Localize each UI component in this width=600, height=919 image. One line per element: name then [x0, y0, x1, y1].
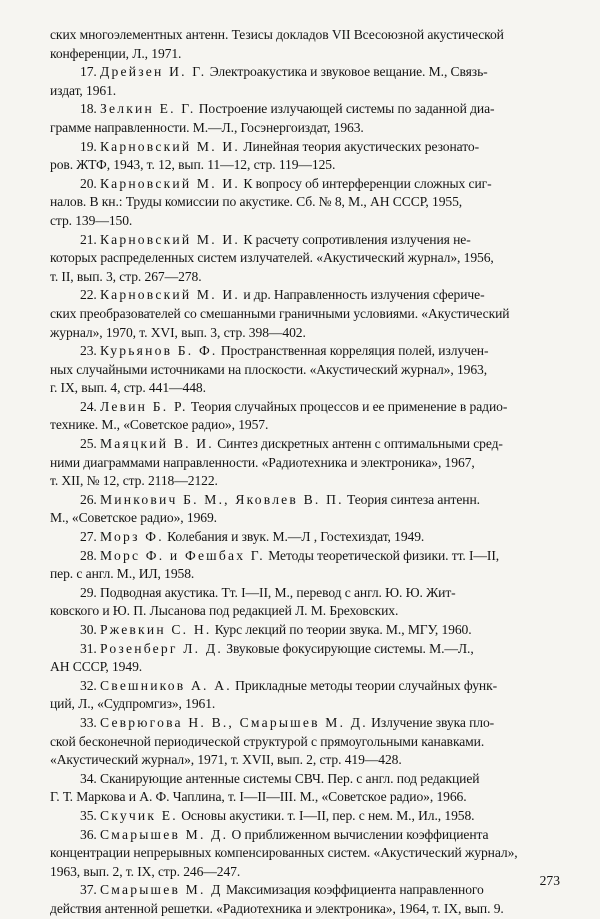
reference-text: 1963, вып. 2, т. IX, стр. 246—247.	[50, 863, 241, 879]
reference-author: Морз Ф.	[100, 529, 164, 545]
reference-line	[50, 212, 568, 231]
reference-text: т. XII, № 12, стр. 2118—2122.	[50, 473, 218, 489]
reference-text: г. IX, вып. 4, стр. 441—448.	[50, 380, 206, 396]
reference-text: ковского и Ю. П. Лысанова под редакцией Л. М. Бреховских.	[50, 603, 399, 619]
reference-text: К расчету сопротивления излучения не-	[240, 231, 471, 247]
reference-line	[50, 826, 568, 845]
reference-line	[50, 138, 568, 157]
reference-number: 19.	[80, 138, 97, 154]
reference-text: концентрации непрерывных компенсированных систем. «Акустический журнал»,	[50, 845, 518, 861]
reference-text: Основы акустики. т. I—II, пер. с нем. М., Ил., 1958.	[177, 807, 475, 823]
reference-author: Карновский М. И.	[100, 175, 241, 191]
reference-text: Колебания и звук. М.—Л , Гостехиздат, 1949.	[163, 529, 425, 545]
reference-line	[50, 45, 568, 64]
reference-text: издат, 1961.	[50, 82, 117, 98]
reference-text: Прикладные методы теории случайных функ-	[231, 677, 498, 693]
reference-number: 20.	[80, 175, 97, 191]
reference-line	[50, 26, 568, 45]
reference-line	[50, 286, 568, 305]
reference-text: Теория синтеза антенн.	[343, 491, 480, 507]
reference-text: ских многоэлементных антенн. Тезисы докладов VII Всесоюзной акустической	[50, 27, 504, 42]
reference-line	[50, 379, 568, 398]
reference-text: ними диаграммами направленности. «Радиотехника и электроника», 1967,	[50, 454, 475, 470]
reference-text: Пространственная корреляция полей, излучен-	[217, 343, 489, 359]
reference-number: 30.	[80, 622, 97, 637]
reference-number: 22.	[80, 287, 97, 303]
reference-line	[50, 268, 568, 287]
reference-line	[50, 119, 568, 138]
reference-line	[50, 695, 568, 714]
reference-text: Теория случайных процессов и ее применение в радио-	[187, 398, 508, 414]
reference-number: 33.	[80, 714, 97, 730]
reference-text: стр. 139—150.	[50, 212, 133, 228]
reference-text: грамме направленности. М.—Л., Госэнергоиздат, 1963.	[50, 119, 364, 135]
reference-number: 21.	[80, 231, 97, 247]
reference-line	[50, 714, 568, 733]
reference-text: Излучение звука пло-	[367, 714, 495, 730]
reference-text: ных случайными источниками на плоскости. «Акустический журнал», 1963,	[50, 361, 488, 377]
reference-text: ций, Л., «Судпромгиз», 1961.	[50, 696, 216, 712]
reference-line	[50, 454, 568, 473]
reference-number: 23.	[80, 343, 97, 359]
reference-line	[50, 621, 568, 640]
reference-author: Смарышев М. Д.	[100, 826, 229, 842]
reference-line	[50, 324, 568, 343]
reference-author: Смарышев М. Д	[100, 882, 223, 898]
reference-number: 25.	[80, 436, 97, 452]
reference-line	[50, 193, 568, 212]
reference-number: 17.	[80, 64, 97, 80]
reference-text: Подводная акустика. Тт. I—II, М., перевод с англ. Ю. Ю. Жит-	[100, 584, 456, 600]
reference-author: Ржевкин С. Н.	[100, 622, 212, 637]
reference-text: АН СССР, 1949.	[50, 659, 143, 675]
reference-line	[50, 249, 568, 268]
reference-text: Максимизация коэффициента направленного	[222, 882, 484, 898]
reference-line	[50, 342, 568, 361]
reference-line	[50, 565, 568, 584]
reference-line	[50, 361, 568, 380]
reference-line	[50, 472, 568, 491]
reference-text: налов. В кн.: Труды комиссии по акустике. Сб. № 8, М., АН СССР, 1955,	[50, 194, 463, 210]
reference-author: Курьянов Б. Ф.	[100, 343, 218, 359]
reference-line	[50, 640, 568, 659]
reference-author: Дрейзен И. Г.	[100, 64, 207, 80]
reference-text: Синтез дискретных антенн с оптимальными сред-	[213, 436, 503, 452]
reference-line	[50, 63, 568, 82]
reference-number: 31.	[80, 640, 97, 656]
reference-line	[50, 547, 568, 566]
reference-line	[50, 528, 568, 547]
reference-text: Сканирующие антенные системы СВЧ. Пер. с англ. под редакцией	[100, 770, 480, 786]
reference-text: Электроакустика и звуковое вещание. М., Связь-	[206, 64, 488, 80]
reference-text: конференции, Л., 1971.	[50, 45, 182, 61]
reference-line	[50, 175, 568, 194]
reference-author: Карновский М. И.	[100, 287, 241, 303]
reference-text: О приближенном вычислении коэффициента	[228, 826, 489, 842]
reference-text: М., «Советское радио», 1969.	[50, 510, 217, 526]
reference-text: К вопросу об интерференции сложных сиг-	[240, 175, 492, 191]
reference-number: 32.	[80, 677, 97, 693]
reference-line	[50, 156, 568, 175]
reference-line	[50, 900, 568, 919]
reference-text: т. II, вып. 3, стр. 267—278.	[50, 268, 202, 284]
reference-line	[50, 584, 568, 603]
reference-line	[50, 770, 568, 789]
reference-line	[50, 602, 568, 621]
reference-text: ров. ЖТФ, 1943, т. 12, вып. 11—12, стр. 119—125.	[50, 157, 336, 173]
reference-number: 28.	[80, 547, 97, 563]
reference-line	[50, 509, 568, 528]
reference-text: Методы теоретической физики. тт. I—II,	[264, 547, 500, 563]
reference-number: 27.	[80, 529, 97, 545]
reference-number: 37.	[80, 882, 97, 898]
reference-number: 24.	[80, 398, 97, 414]
reference-line	[50, 677, 568, 696]
reference-text: журнал», 1970, т. XVI, вып. 3, стр. 398—402.	[50, 324, 306, 340]
reference-author: Минкович Б. М., Яковлев В. П.	[100, 491, 344, 507]
reference-author: Свешников А. А.	[100, 677, 232, 693]
reference-line	[50, 491, 568, 510]
reference-author: Скучик Е.	[100, 807, 178, 823]
reference-text: ских преобразователей со смешанными граничными условиями. «Акустический	[50, 305, 510, 321]
reference-text: пер. с англ. М., ИЛ, 1958.	[50, 566, 195, 582]
reference-text: действия антенной решетки. «Радиотехника и электроника», 1964, т. IX, вып. 9.	[50, 900, 504, 916]
reference-author: Карновский М. И.	[100, 231, 241, 247]
reference-line	[50, 788, 568, 807]
reference-text: которых распределенных систем излучателей. «Акустический журнал», 1956,	[50, 250, 494, 266]
reference-text: Курс лекций по теории звука. М., МГУ, 1960.	[211, 622, 472, 637]
reference-number: 36.	[80, 826, 97, 842]
reference-author: Морс Ф. и Фешбах Г.	[100, 547, 265, 563]
reference-line	[50, 807, 568, 826]
reference-number: 35.	[80, 807, 97, 823]
reference-number: 29.	[80, 584, 97, 600]
reference-number: 34.	[80, 770, 97, 786]
reference-line	[50, 398, 568, 417]
reference-line	[50, 881, 568, 900]
reference-number: 26.	[80, 491, 97, 507]
reference-author: Левин Б. Р.	[100, 398, 188, 414]
reference-line	[50, 416, 568, 435]
bibliography-list	[50, 26, 568, 919]
reference-author: Севрюгова Н. В., Смарышев М. Д.	[100, 714, 368, 730]
reference-text: технике. М., «Советское радио», 1957.	[50, 417, 269, 433]
reference-number: 18.	[80, 101, 97, 117]
reference-author: Розенберг Л. Д.	[100, 640, 223, 656]
reference-line	[50, 231, 568, 250]
reference-text: Звуковые фокусирующие системы. М.—Л.,	[222, 640, 474, 656]
reference-text: Построение излучающей системы по заданной диа-	[195, 101, 495, 117]
page-number: 273	[539, 873, 560, 888]
reference-author: Карновский М. И.	[100, 138, 241, 154]
reference-text: Линейная теория акустических резонато-	[240, 138, 479, 154]
reference-author: Маяцкий В. И.	[100, 436, 214, 452]
reference-line	[50, 305, 568, 324]
reference-line	[50, 844, 568, 863]
reference-text: и др. Направленность излучения сфериче-	[240, 287, 485, 303]
reference-line	[50, 435, 568, 454]
reference-line	[50, 100, 568, 119]
reference-text: ской бесконечной периодической структурой с прямоугольными канавками.	[50, 733, 485, 749]
reference-line	[50, 751, 568, 770]
reference-author: Зелкин Е. Г.	[100, 101, 196, 117]
reference-line	[50, 863, 568, 882]
reference-line	[50, 733, 568, 752]
reference-line	[50, 658, 568, 677]
reference-line	[50, 82, 568, 101]
reference-text: «Акустический журнал», 1971, т. XVII, вып. 2, стр. 419—428.	[50, 752, 402, 768]
reference-text: Г. Т. Маркова и А. Ф. Чаплина, т. I—II—III. М., «Советское радио», 1966.	[50, 789, 467, 805]
